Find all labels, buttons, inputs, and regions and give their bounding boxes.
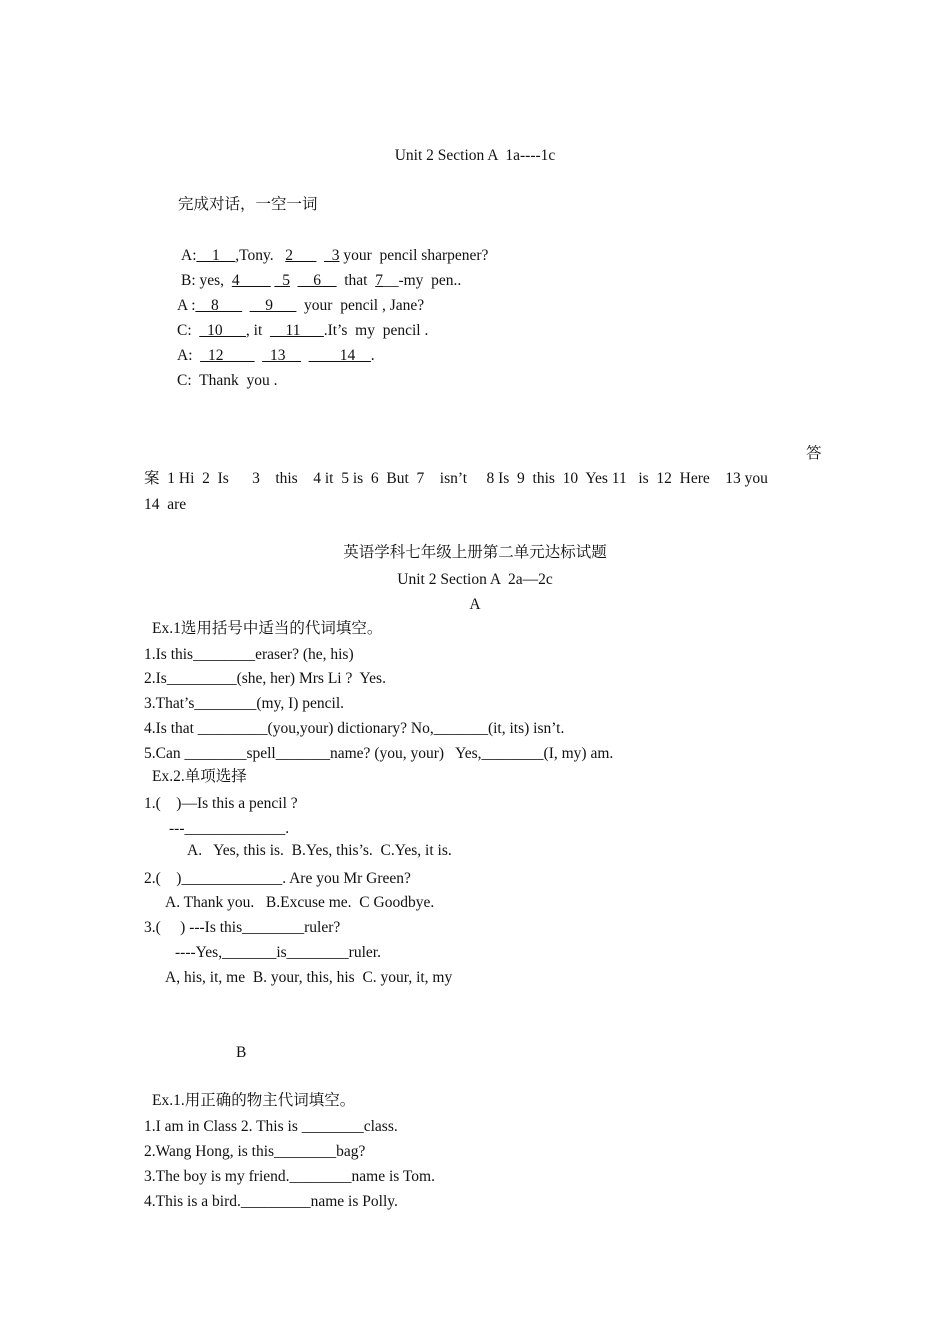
text-segment: B: yes, (181, 272, 232, 289)
a-ex2-line: 3.( ) ---Is this________ruler? (144, 919, 341, 936)
blank-segment: _10___ (199, 322, 246, 339)
blank-segment: 2___ (285, 247, 317, 264)
text-segment: A: (177, 347, 201, 364)
blank-segment: _5 (274, 272, 290, 289)
dialogue-line (181, 272, 461, 290)
text-segment (290, 272, 298, 289)
dialogue-line (181, 247, 488, 265)
test-title: 英语学科七年级上册第二单元达标试题 (343, 544, 607, 561)
text-segment: your pencil sharpener? (339, 247, 489, 264)
blank-segment: __9___ (249, 297, 297, 314)
text-segment: , it (245, 322, 271, 339)
blank-segment: _12____ (200, 347, 255, 364)
b-ex1-title: Ex.1.用正确的物主代词填空。 (152, 1092, 356, 1109)
text-segment: __-my pen.. (382, 272, 462, 289)
blank-segment: __6__ (297, 272, 337, 289)
a-ex1-item: 2.Is_________(she, her) Mrs Li ? Yes. (144, 670, 386, 687)
blank-segment: __1__ (196, 247, 236, 264)
part-b-heading: B (236, 1044, 247, 1061)
dialogue-line (177, 347, 375, 365)
a-ex2-line: ---_____________. (169, 820, 290, 837)
answer-key-line: 答 (806, 445, 822, 462)
blank-segment: 4____ (231, 272, 271, 289)
text-segment: your pencil , Jane? (296, 297, 425, 314)
b-ex1-item: 3.The boy is my friend.________name is Tom. (144, 1168, 435, 1185)
a-ex1-item: 4.Is that _________(you,your) dictionary? No,_______(it, its) isn’t. (144, 720, 565, 737)
section-title-2a-2c: Unit 2 Section A 2a—2c (397, 571, 553, 588)
answer-key-line: 14 are (144, 496, 187, 513)
blank-segment: _3 (324, 247, 340, 264)
text-segment: A : (177, 297, 196, 314)
a-ex2-line: 1.( )—Is this a pencil ? (144, 795, 298, 812)
dialogue-line (177, 322, 428, 340)
a-ex2-line: A. Yes, this is. B.Yes, this’s. C.Yes, it is. (187, 842, 452, 859)
blank-segment: _13__ (262, 347, 301, 364)
a-ex2-title: Ex.2.单项选择 (152, 768, 247, 785)
blank-segment: __8___ (195, 297, 243, 314)
b-ex1-item: 1.I am in Class 2. This is ________class. (144, 1118, 398, 1135)
b-ex1-item: 4.This is a bird._________name is Polly. (144, 1193, 398, 1210)
a-ex1-item: 1.Is this________eraser? (he, his) (144, 646, 354, 663)
a-ex2-line: A, his, it, me B. your, this, his C. your, it, my (165, 969, 453, 986)
b-ex1-item: 2.Wang Hong, is this________bag? (144, 1143, 366, 1160)
text-segment: that (336, 272, 376, 289)
part-a-heading: A (469, 596, 481, 613)
text-segment (316, 247, 324, 264)
a-ex2-line: A. Thank you. B.Excuse me. C Goodbye. (165, 894, 435, 911)
blank-segment: 7 (375, 272, 383, 289)
dialogue-line (177, 297, 424, 315)
answer-key-line: 案 1 Hi 2 Is 3 this 4 it 5 is 6 But 7 isn’t 8 Is 9 this 10 Yes 11 is 12 Here 13 you (144, 470, 768, 487)
instruction-dialogue: 完成对话，一空一词 (178, 196, 318, 213)
dialogue-line (177, 372, 277, 390)
text-segment: C: Thank you . (177, 372, 278, 389)
text-segment (242, 297, 250, 314)
a-ex2-line: 2.( )_____________. Are you Mr Green? (144, 870, 411, 887)
a-ex1-item: 5.Can ________spell_______name? (you, your) Yes,________(I, my) am. (144, 745, 614, 762)
a-ex2-line: ----Yes,_______is________ruler. (175, 944, 381, 961)
text-segment: . (370, 347, 375, 364)
section-title-1a-1c: Unit 2 Section A 1a----1c (394, 147, 556, 164)
text-segment: C: (177, 322, 200, 339)
a-ex1-title: Ex.1选用括号中适当的代词填空。 (152, 620, 383, 637)
text-segment: A: (181, 247, 197, 264)
text-segment (301, 347, 309, 364)
text-segment: ,Tony. (235, 247, 286, 264)
text-segment: .It’s my pencil . (323, 322, 429, 339)
blank-segment: __11___ (270, 322, 324, 339)
a-ex1-item: 3.That’s________(my, I) pencil. (144, 695, 345, 712)
blank-segment: ____14__ (308, 347, 371, 364)
